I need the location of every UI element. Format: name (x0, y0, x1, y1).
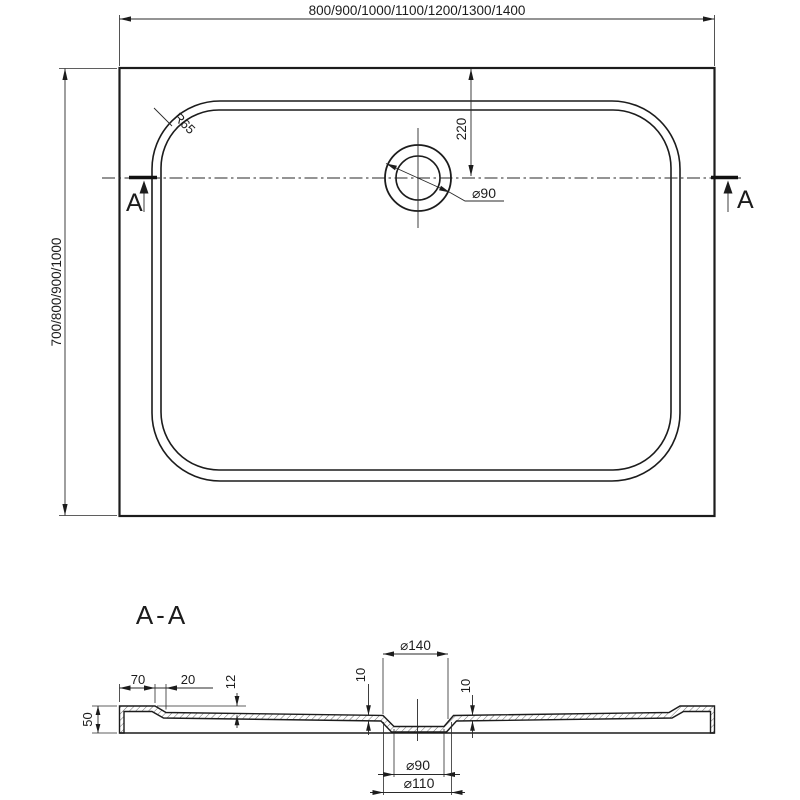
arrowhead (235, 696, 240, 706)
basin-depth-label: 12 (223, 674, 238, 690)
rim-width-label: 70 (130, 672, 146, 687)
step-width-label: 20 (180, 672, 196, 687)
arrowhead (366, 705, 371, 715)
shell-profile (120, 706, 715, 733)
arrowhead (96, 724, 101, 733)
corner-radius-label: R65 (170, 109, 199, 137)
drain-hole-diameter-label: ⌀90 (405, 757, 431, 773)
arrowhead (452, 790, 463, 795)
width-dimension-label: 800/900/1000/1100/1200/1300/1400 (308, 3, 526, 18)
dim-floor-thickness-right (458, 679, 475, 738)
arrowhead (468, 165, 473, 176)
arrowhead (383, 651, 394, 656)
dim-rim-and-step (120, 672, 214, 710)
arrowhead (366, 721, 371, 731)
arrowhead (468, 69, 473, 80)
dim-recess-top (383, 638, 448, 719)
arrowhead (470, 705, 475, 715)
arrowhead (62, 69, 67, 81)
dim-depth (49, 69, 117, 516)
floor-thickness-label: 10 (353, 667, 368, 683)
arrowhead (144, 685, 155, 690)
tray-outline (120, 68, 715, 516)
rim-outer-edge (152, 101, 680, 481)
arrowhead (444, 772, 455, 777)
depth-dimension-label: 700/800/900/1000 (49, 237, 64, 347)
arrowhead (96, 706, 101, 715)
corner-radius-callout (154, 108, 198, 137)
arrowhead (703, 16, 715, 21)
drain-diameter-label: ⌀90 (471, 185, 497, 201)
arrowhead (437, 651, 448, 656)
section-view (80, 600, 715, 795)
leader-line (154, 108, 172, 126)
dim-width (120, 3, 715, 66)
rim-inner-edge (161, 110, 671, 470)
dim-drain-offset (454, 69, 474, 176)
floor-thickness-label: 10 (458, 678, 473, 694)
recess-top-diameter-label: ⌀140 (400, 638, 431, 653)
dim-basin-depth (157, 675, 246, 728)
arrowhead (120, 16, 132, 21)
top-view (49, 3, 754, 516)
arrowhead (166, 685, 177, 690)
drain-offset-label: 220 (454, 117, 469, 141)
view-direction-arrow (724, 181, 733, 194)
dim-drain-hole (378, 729, 460, 777)
section-letter: A (737, 186, 754, 214)
arrowhead (373, 790, 384, 795)
dim-tray-height (80, 706, 117, 733)
section-cut-marker-right (711, 178, 754, 215)
arrowhead (62, 504, 67, 516)
arrowhead (120, 685, 131, 690)
dim-floor-thickness-left (353, 668, 371, 735)
recess-bottom-diameter-label: ⌀110 (403, 775, 435, 791)
section-letter: A (126, 189, 143, 217)
arrowhead (383, 772, 394, 777)
arrowhead (470, 721, 475, 731)
section-title: A-A (135, 600, 189, 630)
tray-height-label: 50 (80, 712, 95, 727)
